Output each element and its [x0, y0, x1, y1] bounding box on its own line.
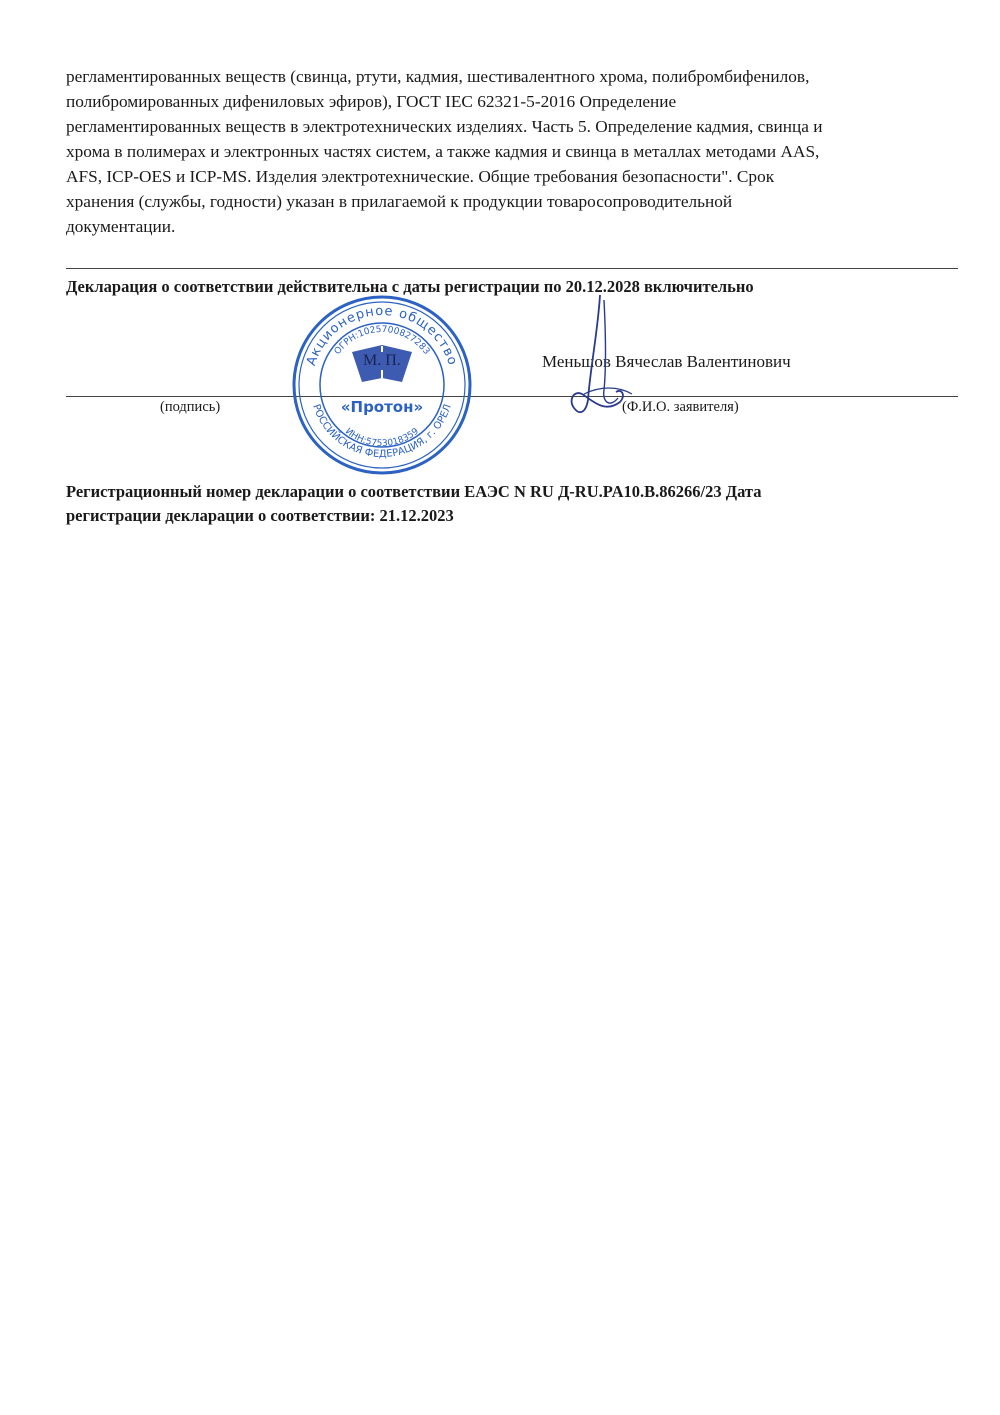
separator-line [66, 268, 958, 269]
paragraph-line: документации. [66, 217, 176, 236]
stamp-outer-text: Акционерное общество [303, 303, 461, 368]
registration-line: регистрации декларации о соответствии: 21.12.2023 [66, 506, 454, 525]
signature-line [66, 396, 958, 397]
paragraph-line: хрома в полимерах и электронных частях систем, а также кадмия и свинца в металлах методами AAS, [66, 142, 820, 161]
stamp-bottom-text: РОССИЙСКАЯ ФЕДЕРАЦИЯ, г. ОРЕЛ [310, 403, 454, 461]
handwritten-signature [560, 290, 640, 420]
registration-block [66, 480, 946, 528]
body-paragraph [66, 64, 956, 239]
stamp-inn-text: ИНН:5753018359 [343, 426, 421, 450]
stamp-center-text: «Протон» [340, 398, 424, 416]
paragraph-line: регламентированных веществ в электротехнических изделиях. Часть 5. Определение кадмия, свинца и [66, 117, 823, 136]
paragraph-line: полибромированных дифениловых эфиров), ГОСТ IEC 62321-5-2016 Определение [66, 92, 677, 111]
signature-caption: (подпись) [160, 399, 221, 415]
validity-statement: Декларация о соответствии действительна с даты регистрации по 20.12.2028 включительно [66, 277, 754, 296]
stamp-ogrn-text: ОГРН:1025700827283 [332, 324, 432, 357]
paragraph-line: AFS, ICP-OES и ICP-MS. Изделия электротехнические. Общие требования безопасности". Срок [66, 167, 775, 186]
mp-label: М. П. [360, 352, 404, 370]
paragraph-line: регламентированных веществ (свинца, ртути, кадмия, шестивалентного хрома, полибромбифенилов, [66, 67, 810, 86]
paragraph-line: хранения (службы, годности) указан в прилагаемой к продукции товаросопроводительной [66, 192, 733, 211]
company-seal-stamp [282, 290, 482, 480]
registration-line: Регистрационный номер декларации о соответствии ЕАЭС N RU Д-RU.PA10.B.86266/23 Дата [66, 482, 762, 501]
signer-name: Меньшов Вячеслав Валентинович [542, 352, 791, 371]
fio-caption: (Ф.И.О. заявителя) [622, 399, 739, 415]
